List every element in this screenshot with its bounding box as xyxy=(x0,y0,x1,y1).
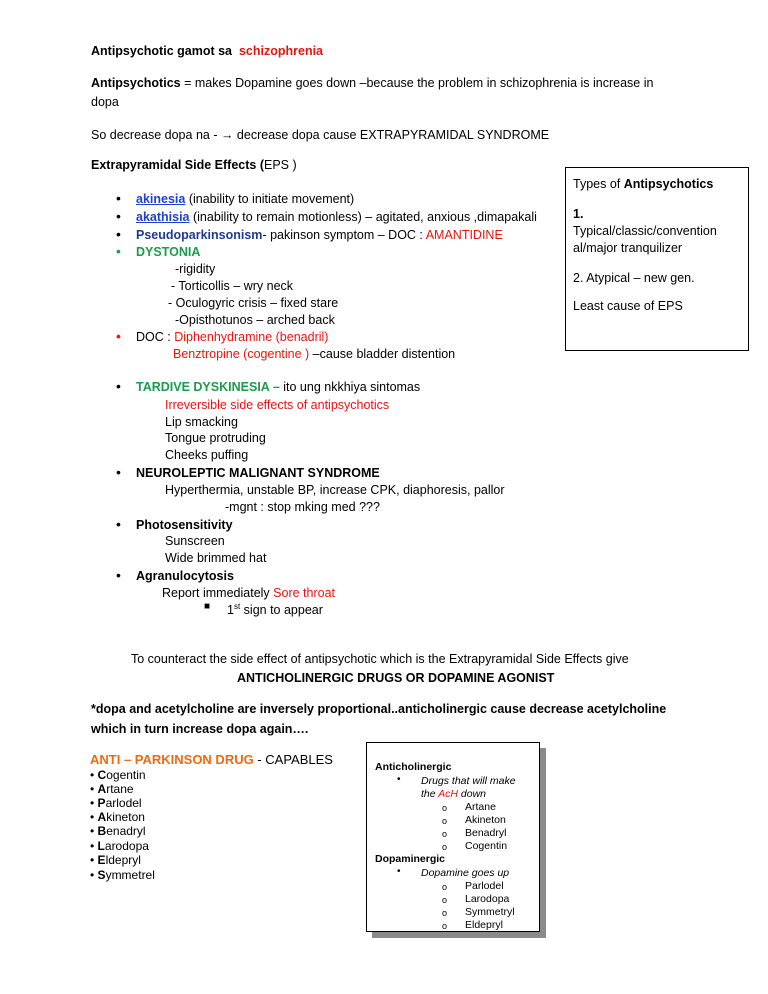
anticholinergic-heading: Anticholinergic xyxy=(375,761,452,773)
types-atypical: 2. Atypical – new gen. xyxy=(573,271,695,285)
circle-bullet-icon: o xyxy=(442,816,448,826)
list-item: • Eldepryl xyxy=(90,853,141,867)
item-rest: arlodel xyxy=(105,796,142,810)
anticholinergic-box-wrap xyxy=(366,742,540,932)
intro-line-2: dopa xyxy=(91,95,119,109)
dopa-drug: Parlodel xyxy=(465,880,504,892)
anti-drug: Cogentin xyxy=(465,840,508,852)
tardive-sub: Cheeks puffing xyxy=(165,448,249,462)
list-item-dystonia: DYSTONIA xyxy=(136,245,201,259)
dopa-note-line-1: *dopa and acetylcholine are inversely proportional..anticholinergic cause decrease acetylcholine xyxy=(91,702,667,716)
dopa-drug: Symmetryl xyxy=(465,906,515,918)
nms-line-2: -mgnt : stop mking med ??? xyxy=(225,500,380,514)
dopaminergic-heading: Dopaminergic xyxy=(375,853,446,865)
bullet-icon: • xyxy=(116,208,121,224)
anti-note-2c: down xyxy=(457,788,486,800)
pseudo-drug: AMANTIDINE xyxy=(425,228,503,242)
dopa-drug: Larodopa xyxy=(465,893,510,905)
circle-bullet-icon: o xyxy=(442,803,448,813)
title-highlight: schizophrenia xyxy=(238,44,323,58)
pseudo-term: Pseudoparkinsonism xyxy=(136,228,263,242)
sign-sup: st xyxy=(233,602,241,611)
anti-drug: Artane xyxy=(465,801,496,813)
tardive-desc: ito ung nkkhiya sintomas xyxy=(279,380,421,394)
counteract-line-1: To counteract the side effect of antipsychotic which is the Extrapyramidal Side Effects give xyxy=(131,652,629,666)
dystonia-sub: -Opisthotunos – arched back xyxy=(175,313,335,327)
item-initial: S xyxy=(97,868,106,882)
dystonia-sub: -rigidity xyxy=(175,262,216,276)
circle-bullet-icon: o xyxy=(442,895,448,905)
item-initial: P xyxy=(97,796,106,810)
types-heading xyxy=(573,177,713,191)
eps-heading-rest: EPS ) xyxy=(263,158,297,172)
item-rest: ymmetrel xyxy=(105,868,155,882)
title-text: Antipsychotic gamot sa xyxy=(91,44,232,58)
item-rest: rtane xyxy=(106,782,134,796)
anti-note-ach: AcH xyxy=(438,788,458,800)
list-item-akinesia xyxy=(136,192,354,206)
first-sign xyxy=(227,602,323,617)
doc-label: DOC : xyxy=(136,330,175,344)
decrease-line: So decrease dopa na - → decrease dopa cause EXTRAPYRAMIDAL SYNDROME xyxy=(91,128,550,142)
report-text: Report immediately xyxy=(162,586,274,600)
list-item: • Artane xyxy=(90,782,134,796)
bullet-icon: • xyxy=(116,190,121,206)
item-initial: A xyxy=(97,810,107,824)
types-least: Least cause of EPS xyxy=(573,299,683,313)
anti-note-2a: the xyxy=(421,788,439,800)
item-rest: ldepryl xyxy=(105,853,141,867)
intro-line-1 xyxy=(91,76,653,90)
dopa-drug: Eldepryl xyxy=(465,919,503,931)
sign-rest: sign to appear xyxy=(240,603,323,618)
types-heading-pre: Types of xyxy=(573,177,624,191)
list-item-agranulocytosis: Agranulocytosis xyxy=(136,569,234,583)
bullet-icon: • xyxy=(116,226,121,242)
akathisia-desc: (inability to remain motionless) – agitated, anxious ,dimapakali xyxy=(189,210,537,224)
anticholinergic-dopaminergic-box xyxy=(366,742,540,932)
photo-sub: Wide brimmed hat xyxy=(165,551,267,565)
tardive-red-line: Irreversible side effects of antipsychotics xyxy=(165,398,390,412)
types-num-1: 1. xyxy=(573,207,584,221)
photo-sub: Sunscreen xyxy=(165,534,225,548)
doc-line xyxy=(136,330,328,344)
akinesia-desc: (inability to initiate movement) xyxy=(185,192,355,206)
doc-line-2 xyxy=(173,347,455,361)
intro-bold: Antipsychotics xyxy=(91,76,181,90)
pseudo-desc: - pakinson symptom – DOC : xyxy=(262,228,426,242)
doc-drug-1: Diphenhydramine (benadril) xyxy=(174,330,329,344)
sign-num: 1 xyxy=(227,603,234,618)
list-item-pseudoparkinsonism xyxy=(136,228,503,242)
item-rest: kineton xyxy=(106,810,145,824)
intro-rest: = makes Dopamine goes down –because the problem in schizophrenia is increase in xyxy=(180,76,654,90)
item-rest: enadryl xyxy=(106,824,146,838)
types-heading-bold: Antipsychotics xyxy=(623,177,714,191)
list-item: • Symmetrel xyxy=(90,868,155,882)
bullet-icon: • xyxy=(116,464,121,480)
bullet-icon: • xyxy=(116,378,121,394)
anti-parkinson-title: ANTI – PARKINSON DRUG xyxy=(90,752,254,767)
agranulo-report xyxy=(162,586,335,600)
circle-bullet-icon: o xyxy=(442,842,448,852)
dystonia-sub: - Torticollis – wry neck xyxy=(171,279,294,293)
types-of-antipsychotics-box xyxy=(565,167,749,351)
dopa-note: Dopamine goes up xyxy=(421,867,510,879)
anti-drug: Benadryl xyxy=(465,827,507,839)
bullet-icon: • xyxy=(116,567,121,583)
doc-drug-2-rest: –cause bladder distention xyxy=(309,347,456,361)
tardive-sub: Tongue protruding xyxy=(165,431,266,445)
item-initial: A xyxy=(97,782,107,796)
akathisia-term[interactable]: akathisia xyxy=(136,210,190,224)
bullet-icon: • xyxy=(397,774,401,785)
nms-line-1: Hyperthermia, unstable BP, increase CPK, diaphoresis, pallor xyxy=(165,483,505,497)
dystonia-sub: - Oculogyric crisis – fixed stare xyxy=(168,296,339,310)
list-item: • Larodopa xyxy=(90,839,149,853)
akinesia-term[interactable]: akinesia xyxy=(136,192,186,206)
types-typical-2: al/major tranquilizer xyxy=(573,241,683,255)
item-initial: B xyxy=(97,824,107,838)
circle-bullet-icon: o xyxy=(442,829,448,839)
circle-bullet-icon: o xyxy=(442,882,448,892)
list-item: • Akineton xyxy=(90,810,145,824)
circle-bullet-icon: o xyxy=(442,908,448,918)
list-item-nms: NEUROLEPTIC MALIGNANT SYNDROME xyxy=(136,466,380,480)
bullet-icon: • xyxy=(116,516,121,532)
eps-heading-bold: Extrapyramidal Side Effects ( xyxy=(91,158,264,172)
circle-bullet-icon: o xyxy=(442,921,448,931)
dopa-note-line-2: which in turn increase dopa again…. xyxy=(91,722,309,736)
list-item: • Parlodel xyxy=(90,796,142,810)
tardive-sub: Lip smacking xyxy=(165,415,238,429)
square-bullet-icon: ■ xyxy=(204,601,211,612)
page-title xyxy=(91,44,323,58)
item-rest: arodopa xyxy=(104,839,149,853)
bullet-icon: • xyxy=(397,866,401,877)
list-item-tardive xyxy=(136,380,420,394)
anti-parkinson-heading xyxy=(90,752,333,767)
list-item: • Cogentin xyxy=(90,768,146,782)
anti-note-1: Drugs that will make xyxy=(421,775,516,787)
counteract-line-2: ANTICHOLINERGIC DRUGS OR DOPAMINE AGONIST xyxy=(237,671,555,685)
item-rest: ogentin xyxy=(106,768,146,782)
anti-drug: Akineton xyxy=(465,814,506,826)
bullet-icon: • xyxy=(116,243,121,259)
anti-note-2 xyxy=(421,788,486,800)
list-item: • Benadryl xyxy=(90,824,146,838)
list-item-akathisia xyxy=(136,210,537,224)
eps-heading xyxy=(91,158,297,172)
anti-parkinson-capables: - CAPABLES xyxy=(253,752,333,767)
types-typical-1: Typical/classic/convention xyxy=(573,224,717,238)
report-red: Sore throat xyxy=(273,586,335,600)
tardive-term: TARDIVE DYSKINESIA – xyxy=(136,380,280,394)
item-initial: L xyxy=(97,839,105,853)
list-item-photosensitivity: Photosensitivity xyxy=(136,518,233,532)
doc-drug-2: Benztropine (cogentine ) xyxy=(173,347,310,361)
bullet-icon: • xyxy=(116,328,121,344)
item-initial: C xyxy=(97,768,107,782)
item-initial: E xyxy=(97,853,106,867)
